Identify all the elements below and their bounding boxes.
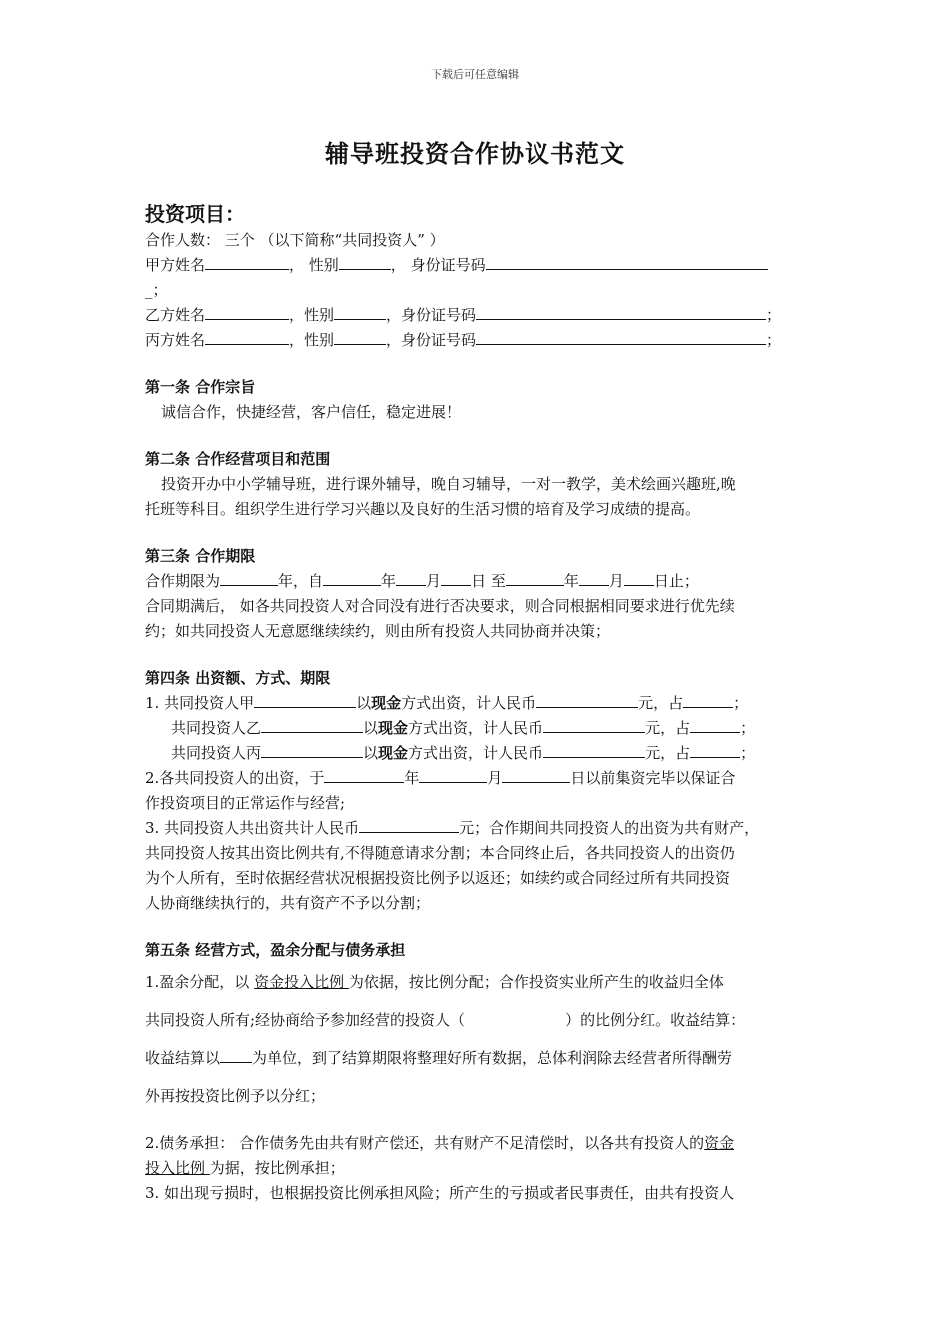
party-a-line-end: _；: [145, 281, 168, 299]
investor-b-amount-blank[interactable]: [543, 717, 645, 733]
article-5-heading: 第五条 经营方式，盈余分配与债务承担: [145, 941, 406, 959]
party-c-id-blank[interactable]: [476, 329, 766, 345]
header-note: 下载后可任意编辑: [431, 68, 519, 81]
article-5-item-2: 2.债务承担： 合作债务先由共有财产偿还，共有财产不足清偿时，以各共有投资人的资金: [145, 1134, 735, 1152]
end-year-blank[interactable]: [506, 570, 564, 586]
start-day-blank[interactable]: [441, 570, 471, 586]
end-day-blank[interactable]: [624, 570, 654, 586]
party-c-line: 丙方姓名 ，性别 ，身份证号码 ；: [145, 331, 782, 349]
start-year-blank[interactable]: [323, 570, 381, 586]
party-b-gender-blank[interactable]: [334, 304, 386, 320]
partner-count: 合作人数： 三个 （以下简称“共同投资人” ）: [145, 231, 445, 249]
investor-c-share-blank[interactable]: [690, 742, 740, 758]
party-b-line: 乙方姓名 ，性别 ，身份证号码 ；: [145, 306, 782, 324]
article-5-item-3: 3. 如出现亏损时，也根据投资比例承担风险；所产生的亏损或者民事责任，由共有投资人: [145, 1184, 735, 1202]
article-5-item-1-line-3: 收益结算以 为单位，到了结算期限将整理好所有数据，总体利润除去经营者所得酬劳: [145, 1049, 733, 1067]
investor-b-blank[interactable]: [261, 717, 363, 733]
article-5-item-2-line-2: 投入比例 为据，按比例承担；: [145, 1159, 345, 1177]
investor-b-share-blank[interactable]: [690, 717, 740, 733]
article-5-item-1-line-4: 外再按投资比例予以分红；: [145, 1087, 326, 1105]
document-title: 辅导班投资合作协议书范文: [325, 139, 625, 168]
party-b-name-blank[interactable]: [205, 304, 289, 320]
article-4-item-3-line-2: 共同投资人按其出资比例共有,不得随意请求分割；本合同终止后，各共同投资人的出资仍: [145, 844, 735, 862]
deadline-month-blank[interactable]: [419, 767, 487, 783]
party-c-name-blank[interactable]: [205, 329, 289, 345]
deadline-year-blank[interactable]: [324, 767, 404, 783]
investor-b-line: 共同投资人乙 以现金方式出资，计人民币 元，占 ；: [171, 719, 756, 737]
article-3-term-line: 合作期限为 年，自 年 月 日 至 年 月 日止；: [145, 572, 699, 590]
party-a-line: 甲方姓名 ， 性别 ， 身份证号码: [145, 253, 813, 278]
settlement-unit-blank[interactable]: [220, 1047, 252, 1063]
article-2-line-1: 投资开办中小学辅导班，进行课外辅导，晚自习辅导，一对一教学，美术绘画兴趣班,晚: [161, 475, 736, 493]
party-b-id-blank[interactable]: [476, 304, 766, 320]
investor-a-amount-blank[interactable]: [536, 692, 638, 708]
article-4-item-2-line-2: 作投资项目的正常运作与经营;: [145, 794, 346, 812]
project-heading: 投资项目：: [145, 202, 245, 226]
start-month-blank[interactable]: [396, 570, 426, 586]
deadline-day-blank[interactable]: [502, 767, 570, 783]
party-a-id-blank[interactable]: [486, 254, 768, 270]
term-years-blank[interactable]: [220, 570, 278, 586]
party-a-gender-blank[interactable]: [339, 254, 391, 270]
article-5-item-1-line-2: 共同投资人所有;经协商给予参加经营的投资人（ ）的比例分红。收益结算：: [145, 1011, 746, 1029]
article-4-item-2: 2.各共同投资人的出资，于 年 月 日以前集资完毕以保证合: [145, 769, 736, 787]
party-c-gender-blank[interactable]: [334, 329, 386, 345]
article-5-item-1: 1.盈余分配，以 资金投入比例 为依据，按比例分配；合作投资实业所产生的收益归全体: [145, 973, 724, 991]
article-1-body: 诚信合作，快捷经营，客户信任，稳定进展！: [161, 403, 462, 421]
article-4-item-3: 3. 共同投资人共出资共计人民币 元；合作期间共同投资人的出资为共有财产，: [145, 819, 760, 837]
investor-c-line: 共同投资人丙 以现金方式出资，计人民币 元，占 ；: [171, 744, 756, 762]
investor-a-line: 1. 共同投资人甲 以现金方式出资，计人民币 元，占 ；: [145, 694, 749, 712]
investor-c-blank[interactable]: [261, 742, 363, 758]
document-body: [145, 200, 813, 1206]
investor-a-share-blank[interactable]: [683, 692, 733, 708]
article-3-line-3: 约；如共同投资人无意愿继续续约，则由所有投资人共同协商并决策；: [145, 622, 611, 640]
article-2-line-2: 托班等科目。组织学生进行学习兴趣以及良好的生活习惯的培育及学习成绩的提高。: [145, 500, 701, 518]
party-a-name-blank[interactable]: [205, 254, 289, 270]
article-4-item-3-line-4: 人协商继续执行的，共有资产不予以分割；: [145, 894, 431, 912]
article-3-line-2: 合同期满后， 如各共同投资人对合同没有进行否决要求，则合同根据相同要求进行优先续: [145, 597, 735, 615]
total-capital-blank[interactable]: [359, 817, 459, 833]
article-4-item-3-line-3: 为个人所有，至时依据经营状况根据投资比例予以返还；如续约或合同经过所有共同投资: [145, 869, 731, 887]
end-month-blank[interactable]: [579, 570, 609, 586]
article-4-heading: 第四条 出资额、方式、期限: [145, 669, 331, 687]
investor-c-amount-blank[interactable]: [543, 742, 645, 758]
article-1-heading: 第一条 合作宗旨: [145, 378, 256, 396]
article-2-heading: 第二条 合作经营项目和范围: [145, 450, 331, 468]
article-3-heading: 第三条 合作期限: [145, 547, 256, 565]
investor-a-blank[interactable]: [254, 692, 356, 708]
